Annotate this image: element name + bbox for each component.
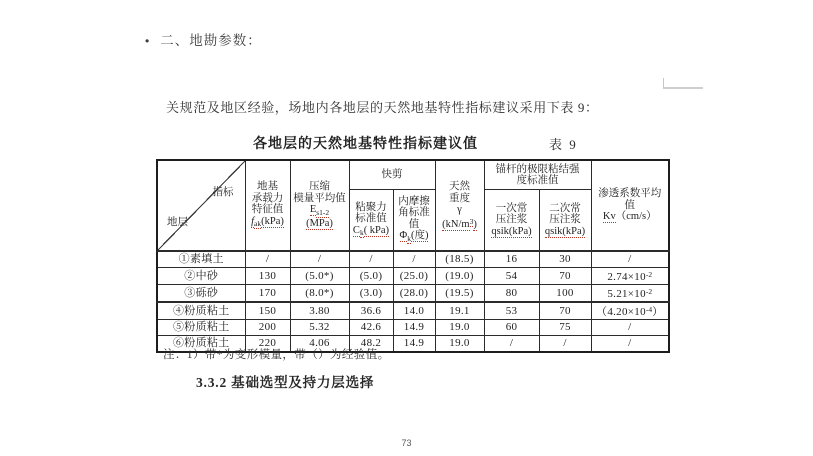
section-heading: 3.3.2 基础选型及持力层选择 [196, 375, 375, 390]
cell-primary-grouting-row6: / [484, 336, 539, 353]
row-label: ②中砂 [157, 268, 245, 285]
cell-bearing-capacity-row4: 150 [245, 302, 290, 320]
corner-cell [157, 160, 245, 251]
row-label: ①素填土 [157, 251, 245, 268]
header-cohesion: 粘聚力 标准值 $C_k$( kPa) [349, 190, 393, 252]
cell-permeability-row2: $2.74\times 10^{-2}$ [591, 268, 669, 285]
cell-friction-angle-row6: 14.9 [393, 336, 435, 353]
cell-permeability-row3: $5.21\times 10^{-2}$ [591, 285, 669, 303]
cell-permeability-row1: / [591, 251, 669, 268]
cell-bearing-capacity-row3: 170 [245, 285, 290, 303]
cell-friction-angle-row2: (25.0) [393, 268, 435, 285]
table-row [157, 320, 669, 336]
table-title: 各地层的天然地基特性指标建议值 [253, 137, 478, 152]
cell-compression-modulus-row1: / [290, 251, 349, 268]
table-body [157, 251, 669, 352]
cell-friction-angle-row3: (28.0) [393, 285, 435, 303]
cell-bearing-capacity-row6: 220 [245, 336, 290, 353]
row-label: ⑤粉质粘土 [157, 320, 245, 336]
header-unit-weight: 天然 重度 γ $(kN/m^3)$ [435, 160, 484, 251]
cell-primary-grouting-row5: 60 [484, 320, 539, 336]
cell-compression-modulus-row2: (5.0*) [290, 268, 349, 285]
header-bearing-capacity: 地基 承载力 特征值 $f_{ak}(kPa)$ [245, 160, 290, 251]
cell-unit-weight-row5: 19.0 [435, 320, 484, 336]
row-label: ③砾砂 [157, 285, 245, 303]
note-text: 注：1）带*为变形模量，带（）为经验值。 [163, 349, 390, 361]
cell-bearing-capacity-row1: / [245, 251, 290, 268]
cell-secondary-grouting-row3: 100 [539, 285, 591, 303]
corner-label-indicator: 指标 [212, 187, 234, 198]
cell-permeability-row4: $(4.20\times 10^{-4})$ [591, 302, 669, 320]
bullet-text: 二、地勘参数： [160, 33, 262, 48]
cell-secondary-grouting-row6: / [539, 336, 591, 353]
cell-secondary-grouting-row4: 70 [539, 302, 591, 320]
intro-paragraph: 关规范及地区经验，场地内各地层的天然地基特性指标建议采用下表 9： [166, 100, 599, 115]
data-table [156, 159, 670, 353]
cell-primary-grouting-row3: 80 [484, 285, 539, 303]
cell-compression-modulus-row5: 5.32 [290, 320, 349, 336]
cell-cohesion-row3: (3.0) [349, 285, 393, 303]
bullet-item [145, 29, 262, 49]
header-compression-modulus: 压缩 模量平均值 $E_{s1-2}$ (MPa) [290, 160, 349, 251]
cell-cohesion-row6: 48.2 [349, 336, 393, 353]
cell-cohesion-row5: 42.6 [349, 320, 393, 336]
cell-bearing-capacity-row5: 200 [245, 320, 290, 336]
cell-compression-modulus-row6: 4.06 [290, 336, 349, 353]
table-header [157, 160, 669, 251]
cell-secondary-grouting-row1: 30 [539, 251, 591, 268]
page-number: 73 [401, 438, 412, 448]
cell-secondary-grouting-row5: 75 [539, 320, 591, 336]
cell-cohesion-row4: 36.6 [349, 302, 393, 320]
cell-unit-weight-row4: 19.1 [435, 302, 484, 320]
header-group-anchor-bond-strength: 锚杆的极限粘结强 度标准值 [484, 160, 591, 190]
header-group-quick-shear: 快剪 [349, 160, 435, 190]
cell-unit-weight-row1: (18.5) [435, 251, 484, 268]
cell-permeability-row5: / [591, 320, 669, 336]
table-number: 表 9 [549, 137, 578, 152]
corner-label-stratum: 地层 [167, 216, 188, 228]
cell-unit-weight-row6: 19.0 [435, 336, 484, 353]
table-row [157, 251, 669, 268]
row-label: ⑥粉质粘土 [157, 336, 245, 353]
table-row [157, 285, 669, 303]
cell-friction-angle-row1: / [393, 251, 435, 268]
cell-primary-grouting-row1: 16 [484, 251, 539, 268]
stray-line-artifact [663, 78, 703, 89]
cell-compression-modulus-row4: 3.80 [290, 302, 349, 320]
cell-cohesion-row1: / [349, 251, 393, 268]
cell-cohesion-row2: (5.0) [349, 268, 393, 285]
cell-unit-weight-row3: (19.5) [435, 285, 484, 303]
table-row [157, 268, 669, 285]
row-label: ④粉质粘土 [157, 302, 245, 320]
header-permeability: 渗透系数平均 值 Kv（cm/s） [591, 160, 669, 251]
cell-primary-grouting-row4: 53 [484, 302, 539, 320]
bullet-icon: • [145, 34, 151, 48]
cell-bearing-capacity-row2: 130 [245, 268, 290, 285]
header-friction-angle: 内摩擦 角标准 值 $\Phi_k$(度) [393, 190, 435, 252]
header-primary-grouting: 一次常 压注浆 qsik(kPa) [484, 190, 539, 252]
cell-primary-grouting-row2: 54 [484, 268, 539, 285]
cell-compression-modulus-row3: (8.0*) [290, 285, 349, 303]
header-secondary-grouting: 二次常 压注浆 qsik(kPa) [539, 190, 591, 252]
table-row [157, 302, 669, 320]
cell-permeability-row6: / [591, 336, 669, 353]
cell-friction-angle-row5: 14.9 [393, 320, 435, 336]
cell-secondary-grouting-row2: 70 [539, 268, 591, 285]
cell-unit-weight-row2: (19.0) [435, 268, 484, 285]
cell-friction-angle-row4: 14.0 [393, 302, 435, 320]
